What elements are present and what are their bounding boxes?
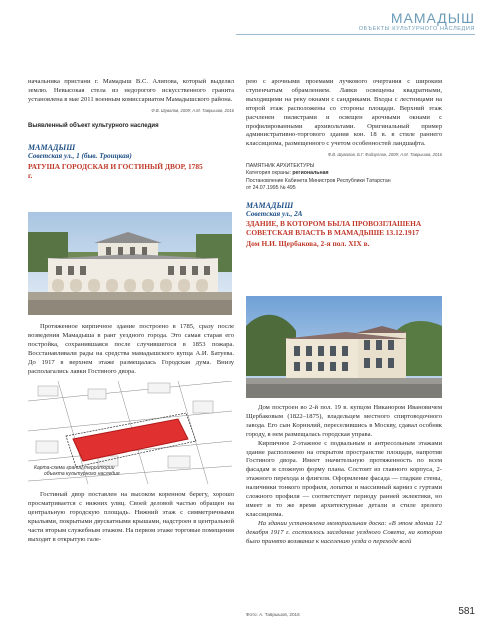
map-caption	[34, 465, 154, 477]
left-column-top	[28, 78, 234, 180]
monument-decree-line2: от 24.07.1995 № 495	[246, 184, 296, 191]
running-head-subtitle: ОБЪЕКТЫ КУЛЬТУРНОГО НАСЛЕДИЯ	[358, 26, 475, 32]
right-object-title: ЗДАНИЕ, В КОТОРОМ БЫЛА ПРОВОЗГЛАШЕНА СОВЕТСКАЯ ВЛАСТЬ В МАМАДЫШЕ 13.12.1917	[246, 219, 422, 238]
town-hall-description: Протяженное кирпичное здание построено в 1785, сразу после возведения Мамадыша в ранг уездного города. Это самая старая его постройка, сохранившаяся после случившегося в 1853 пожара. Восстанавливали рады на средства мамадышского купца А.И. Батуева. До 1917 в верхнем этаже размещалась Городская дума. Внизу располагались лавки Гостиного двора.	[28, 323, 234, 375]
town-hall-photo	[28, 212, 232, 315]
left-body-1	[28, 323, 234, 376]
soviet-house-illustration	[246, 296, 442, 398]
right-credit: Ф.В. Шувалов, Б.Г. Файзуллин, 2009; А.М. Таврышов, 2016	[327, 152, 442, 158]
right-place-name: МАМАДЫШ	[246, 201, 294, 211]
monument-decree-line1: Постановление Кабинета Министров Республики Татарстан	[246, 177, 391, 184]
right-continuation: рею с арочными проемами лучкового очертания с широким ступенчатым обрамлением. Лавки освещены квадратными, выходящими на реку окнами с сандриками. Входы с лестницами на второй этаж расположены со стороны площади. Верхний этаж расчленен пилястрами и освещен арочными окнами с профилированными архивольтами. Оригинальный пример административно-торгового здания кон. 18 в. в стиле раннего классицизма, размещенного с учетом особенностей ландшафта.	[246, 78, 442, 148]
right-column-top	[246, 78, 442, 248]
left-object-title: РАТУША ГОРОДСКАЯ И ГОСТИНЫЙ ДВОР, 1785 г.	[28, 161, 203, 180]
right-body-3: На здании установлена мемориальная доска: «В этом здании 12 декабря 1917 г. состоялось заседание уездного Совета, на котором было принято воззвание к населению уезда о переходе всей	[246, 519, 442, 545]
left-address: Советская ул., 1 (быв. Троицкая)	[28, 151, 132, 160]
left-place-name: МАМАДЫШ	[28, 142, 76, 152]
photo-credit: Фото: А. Таврышов, 2016	[246, 612, 300, 617]
page-number: 581	[458, 606, 475, 617]
territory-map	[28, 381, 232, 484]
map-caption-line2: объекта культурного наследия	[44, 471, 120, 477]
intro-credit: Ф.В. Шувалов, 2009; А.М. Таврышов, 2016	[151, 107, 234, 113]
intro-paragraph: начальника пристани г. Мамадыш В.С. Алипова, который выделял землю. Невысокая стела из недорогого искусственного гранита установлена в мае 2011 военным комиссариатом Мамадышского района.	[28, 78, 234, 103]
monument-heading: ПАМЯТНИК АРХИТЕКТУРЫ	[246, 163, 315, 170]
left-body-2	[28, 491, 234, 544]
right-address: Советская ул., 2А	[246, 210, 303, 219]
right-object-subtitle: Дом Н.И. Щербакова, 2-я пол. XIX в.	[246, 239, 370, 249]
right-body-2: Кирпичное 2-этажное с подвальным и антресольным этажами здание расположено на открытом пространстве площади, напротив Гостиного двора. Имеет значительную протяженность по всем фасадам и сложную форму плана. Состоит из главного корпуса, 2-этажного перехода и флигеля. Оформление фасада — гладкие стены, наличники тонкого профиля, лопатки и массивный карниз с гуртами сложного профиля — соответствует периоду ранней эклектики, но имеет и то же время архитектурные детали в стиле зрелого классицизма.	[246, 439, 442, 518]
running-head-title: МАМАДЫШ	[390, 10, 475, 26]
right-column-bottom	[246, 404, 442, 547]
gostiny-dvor-description: Гостиный двор поставлен на высоком коренном берегу, хорошо просматривается с нижних улиц. Своей деловой частью обращен на центральную городскую площадь. Нижний этаж с симметричными крыльями, покрытыми двускатными крышами, надстроен в центральной части вторым служебным этажом. На первом этаже торговые помещения выходят в открытую гале-	[28, 491, 234, 543]
header-rule	[236, 34, 475, 35]
monument-category	[246, 170, 442, 177]
right-body-1: Дом построен во 2-й пол. 19 в. купцом Никанором Ивановичем Щербаковым (1822–1875), владельцем местного спиртоводочного завода. Его сын Корнилий, переселившись в Москву, сдавал особняк городу, в нем размещалась городская управа.	[246, 404, 442, 438]
section-label: Выявленный объект культурного наследия	[28, 122, 159, 129]
map-caption-line1: Карта-схема границ территории	[34, 465, 115, 471]
town-hall-illustration	[28, 212, 232, 315]
monument-category-value: региональная	[292, 170, 329, 177]
monument-category-prefix: Категория охраны:	[246, 170, 291, 177]
monument-block	[246, 163, 442, 192]
soviet-house-photo	[246, 296, 442, 398]
